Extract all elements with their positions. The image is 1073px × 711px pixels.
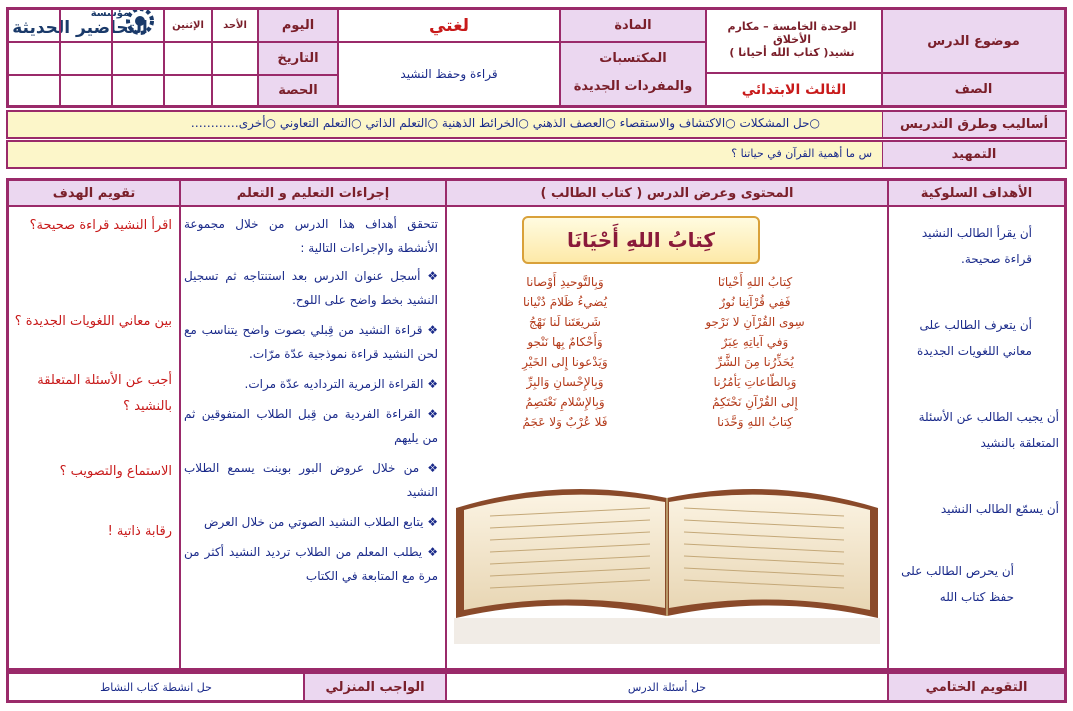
unit-line1: الوحدة الخامسة – مكارم الأخلاق — [727, 20, 857, 46]
day-monday: الإثنين — [164, 9, 212, 42]
poem-line: كِتابُ اللهِ أَحْيانَا — [717, 275, 793, 289]
poem-left — [480, 272, 650, 432]
evaluation-item: الاستماع والتصويب ؟ — [59, 464, 172, 479]
final-eval-label: التقويم الختامي — [888, 673, 1065, 701]
header-cell — [164, 42, 212, 75]
final-eval-text: حل أسئلة الدرس — [446, 673, 888, 701]
evaluation-item: بين معاني اللغويات الجديدة ؟ — [14, 314, 172, 329]
poem-line: شَريعَتَنا لَنا نَهْجُ — [529, 315, 601, 329]
procedure-item: ❖ قراءة النشيد من قِبلي بصوت واضح يتناسب مع لحن النشيد قراءة نموذجية عدّة مرّات. — [184, 323, 438, 361]
subject-value: لغتي — [338, 9, 560, 42]
header-cell — [164, 75, 212, 106]
day-sunday: الأحد — [212, 9, 258, 42]
procedure-item: ❖ يطلب المعلم من الطلاب ترديد النشيد أكثر من مرة مع المتابعة في الكتاب — [184, 545, 438, 583]
objective-item: أن يجيب الطالب عن الأسئلة المتعلقة بالنشيد — [918, 410, 1059, 450]
intro-text: س ما أهمية القرآن في حياتنا ؟ — [731, 147, 872, 160]
poem-line: وَأَحْكامٌ بِها نَنْجو — [527, 335, 603, 349]
procedures-list — [184, 212, 438, 588]
col-evaluation: تقويم الهدف — [8, 180, 180, 206]
procedure-item: ❖ أسجل عنوان الدرس بعد استنتاجه ثم تسجيل النشيد بخط واضح على اللوح. — [184, 269, 438, 307]
poem-line: وَفي آياتِهِ عِبَرٌ — [721, 335, 789, 349]
poem-title-frame — [522, 216, 760, 264]
gains-label-2: والمفردات الجديدة — [573, 79, 693, 94]
date-label: التاريخ — [258, 42, 338, 75]
poem-line: يُحَذِّرُنا مِنَ الشَّرِّ — [716, 355, 794, 369]
header-cell — [212, 75, 258, 106]
poem-right — [670, 272, 840, 432]
methods-text: ○حل المشكلات ○الاكتشاف والاستقصاء ○العصف الذهني ○الخرائط الذهنية ○التعلم الذاتي ○التعلم التعاوني ○أخرى………… — [190, 116, 820, 130]
header-cell — [60, 9, 112, 42]
open-book-image — [450, 468, 884, 648]
unit-line2: نشيد( كتاب الله أحيانا ) — [729, 46, 855, 59]
objective-item: أن يقرأ الطالب النشيد قراءة صحيحة. — [921, 226, 1032, 266]
unit-cell — [706, 9, 882, 73]
procedure-item: ❖ من خلال عروض البور بوينت يسمع الطلاب النشيد — [184, 461, 438, 499]
header-cell — [212, 42, 258, 75]
poem-line: فَلا عُرْبٌ وَلا عَجَمُ — [522, 415, 608, 429]
objective-item: أن يحرص الطالب على حفظ كتاب الله — [901, 564, 1014, 604]
intro-label: التمهيد — [882, 142, 1065, 167]
poem-line: فَفِي قُرْآنِنا نُورٌ — [719, 295, 791, 309]
logo-line2: التحاضير الحديثة — [12, 18, 148, 38]
logo-line1: مؤسسة — [90, 8, 130, 19]
methods-label: أساليب وطرق التدريس — [882, 112, 1065, 137]
header-cell — [112, 75, 164, 106]
header-cell — [112, 42, 164, 75]
subject-label: المادة — [560, 9, 706, 42]
poem-line: وَبِالإِحْسانِ وَالبِرِّ — [526, 375, 604, 389]
lesson-title: قراءة وحفظ النشيد — [338, 42, 560, 106]
evaluation-item: رقابة ذاتية ! — [107, 524, 172, 539]
header-cell — [8, 9, 60, 42]
evaluation-item: أجب عن الأسئلة المتعلقة بالنشيد ؟ — [37, 373, 172, 414]
poem-line: وَبِالطّاعاتِ يَأمُرُنا — [713, 375, 797, 389]
poem-line: وَيَدْعونا إِلى الخَيْرِ — [522, 355, 608, 369]
poem-title: كِتابُ اللهِ أَحْيَانَا — [567, 228, 715, 252]
poem-line: سِوى القُرْآنِ لا نَرْجو — [705, 315, 805, 329]
gains-label — [560, 42, 706, 106]
procedure-item: ❖ القراءة الفردية من قِبل الطلاب المتفوقين ثم من يليهم — [184, 407, 438, 445]
header-cell — [112, 9, 164, 42]
poem-line: وَبِالتَّوحيدِ أَوْصانا — [526, 275, 604, 289]
objective-item: أن يسمّع الطالب النشيد — [940, 502, 1059, 516]
evaluation-item: اقرأ النشيد قراءة صحيحة؟ — [29, 218, 172, 233]
poem-line: إِلى القُرْآنِ نَحْتَكِمُ — [712, 395, 798, 409]
procedure-item: تتحقق أهداف هذا الدرس من خلال مجموعة الأنشطة والإجراءات التالية : — [184, 217, 438, 255]
day-label: اليوم — [258, 9, 338, 42]
col-procedures: إجراءات التعليم و التعلم — [180, 180, 446, 206]
objective-item: أن يتعرف الطالب على معاني اللغويات الجديدة — [916, 318, 1032, 358]
grade-label: الصف — [882, 73, 1065, 106]
header-cell — [60, 42, 112, 75]
topic-label: موضوع الدرس — [882, 9, 1065, 73]
header-cell — [60, 75, 112, 106]
period-label: الحصة — [258, 75, 338, 106]
evaluation-col — [8, 206, 180, 669]
grade-value: الثالث الابتدائي — [706, 73, 882, 106]
homework-label: الواجب المنزلي — [304, 673, 446, 701]
poem-line: كِتابُ اللهِ وَحَّدَنا — [717, 415, 793, 429]
procedure-item: ❖ القراءة الزمرية الترداديه عدّة مرات. — [244, 377, 438, 391]
col-objectives: الأهداف السلوكية — [888, 180, 1065, 206]
procedure-item: ❖ يتابع الطلاب النشيد الصوتي من خلال العرض — [203, 515, 438, 529]
gains-label-1: المكتسبات — [599, 51, 667, 66]
header-cell — [8, 75, 60, 106]
homework-text: حل انشطة كتاب النشاط — [8, 673, 304, 701]
poem-line: يُضيءُ ظَلامَ دُنْيانا — [522, 295, 608, 309]
header-cell — [8, 42, 60, 75]
poem-line: وَبِالإِسْلامِ نَعْتَصِمُ — [525, 395, 605, 409]
col-content: المحتوى وعرض الدرس ( كتاب الطالب ) — [446, 180, 888, 206]
